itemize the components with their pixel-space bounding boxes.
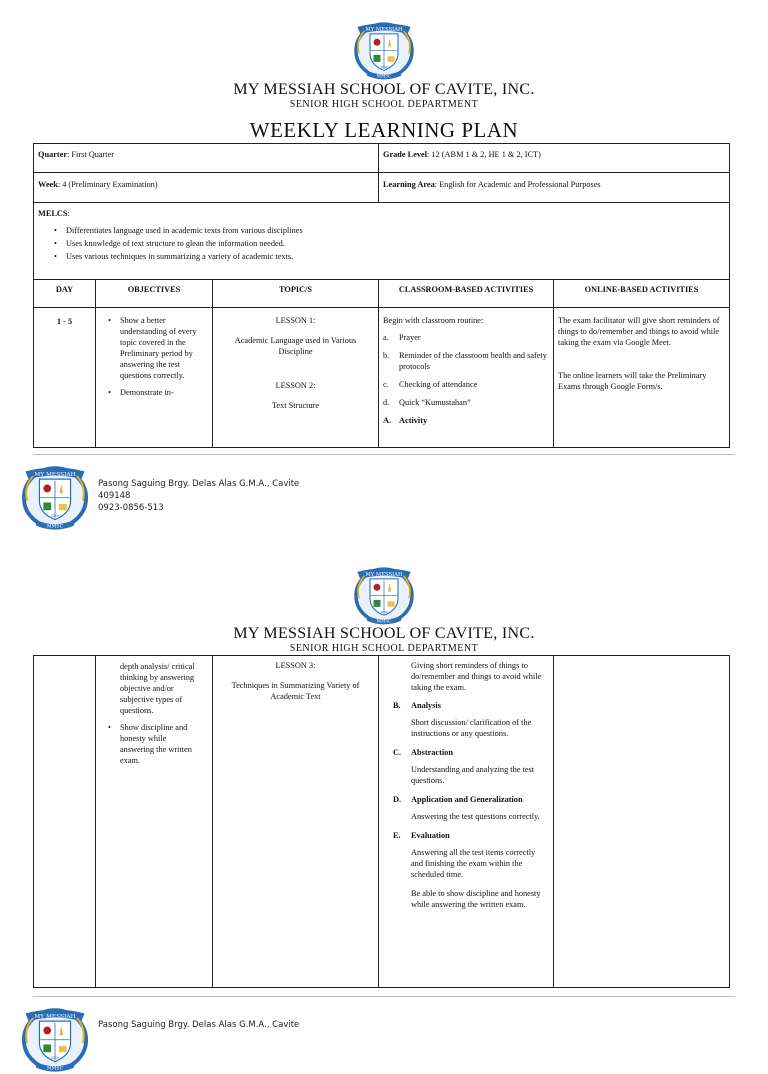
svg-text:2009: 2009 (51, 514, 59, 519)
objective-item: • Show a better understanding of every topic covered in the Preliminary period by answering the test questions correctly. (104, 315, 208, 381)
column-header-online: ONLINE-BASED ACTIVITIES (554, 280, 730, 308)
day-cell (34, 656, 96, 988)
logo-ribbon-text: MMSC (376, 73, 392, 79)
classroom-activities-cell (379, 656, 554, 988)
quarter-value: : First Quarter (67, 150, 115, 159)
grade-level-cell (379, 144, 730, 173)
logo-banner-text: MY MESSIAH (365, 572, 403, 579)
footer-phone: 0923-0856-513 (98, 503, 164, 513)
list-marker: E. (393, 831, 401, 840)
day-cell: 1 - 5 (34, 308, 96, 448)
routine-item: Quick “Kumustahan” (399, 398, 471, 407)
objective-item: • Show discipline and honesty while answering the written exam. (104, 722, 208, 766)
school-logo (349, 563, 419, 627)
logo-ribbon-text: MMSC (46, 1066, 64, 1072)
phase-label: Abstraction (411, 748, 453, 757)
column-header-objectives: OBJECTIVES (96, 280, 213, 308)
phase-text: Answering the test questions correctly. (411, 812, 540, 821)
list-marker: B. (393, 701, 401, 710)
logo-ribbon-text: MMSC (376, 618, 392, 624)
lesson-title: Academic Language used in Various Discipline (234, 336, 357, 356)
lesson-label: LESSON 1: (275, 316, 316, 325)
grade-level-value: : 12 (ABM 1 & 2, HE 1 & 2, ICT) (427, 150, 541, 159)
classroom-intro: Begin with classroom routine: (383, 316, 484, 325)
logo-banner-text: MY MESSIAH (34, 1014, 76, 1020)
quarter-cell (34, 144, 379, 173)
logo-banner-text: MY MESSIAH (34, 472, 76, 478)
grade-level-label: Grade Level (383, 150, 428, 159)
objectives-cell (96, 308, 213, 448)
logo-ribbon-text: MMSC (46, 524, 64, 530)
school-logo (349, 18, 419, 82)
week-cell (34, 173, 379, 203)
footer-logo (15, 1004, 95, 1074)
column-header-topics: TOPIC/S (213, 280, 379, 308)
phase-label: Application and Generalization (411, 795, 523, 804)
melcs-cell (34, 203, 730, 280)
routine-item: Reminder of the classroom health and safety protocols (399, 351, 547, 371)
objective-item: • Demonstrate in- (104, 387, 208, 398)
phase-label: Evaluation (411, 831, 450, 840)
page-title: WEEKLY LEARNING PLAN (249, 118, 519, 142)
lesson-title: Techniques in Summarizing Variety of Academic Text (231, 681, 360, 701)
objectives-cell (96, 656, 213, 988)
phase-text: Answering all the test items correctly and finishing the exam within the scheduled time. (411, 848, 536, 879)
melcs-label: MELCS (38, 209, 68, 218)
footer-contact (98, 478, 299, 514)
footer-logo (15, 462, 95, 532)
list-marker: A. (383, 416, 392, 425)
phase-text: Be able to show discipline and honesty while answering the written exam. (411, 889, 541, 909)
online-activity: The exam facilitator will give short reminders of things to do/remember and things to avoid while taking the exam via Google Meet. (558, 316, 720, 347)
footer-divider (33, 454, 735, 455)
melc-item: • Uses various techniques in summarizing a variety of academic texts. (50, 251, 725, 262)
phase-text: Short discussion/ clarification of the instructions or any questions. (411, 718, 532, 738)
department-name: SENIOR HIGH SCHOOL DEPARTMENT (289, 643, 479, 654)
online-activity: The online learners will take the Preliminary Exams through Google Form/s. (558, 371, 707, 391)
melc-item: • Differentiates language used in academic texts from various disciplines (50, 225, 725, 236)
list-marker: c. (383, 380, 389, 389)
objective-continued: depth analysis/ critical thinking by answering objective and/or subjective types of questions. (120, 662, 195, 715)
quarter-label: Quarter (38, 150, 68, 159)
list-marker: C. (393, 748, 402, 757)
phase-text: Giving short reminders of things to do/remember and things to avoid while taking the exam. (411, 661, 542, 692)
learning-area-cell (379, 173, 730, 203)
phase-label: Activity (399, 416, 428, 425)
learning-plan-table-continued (33, 655, 730, 988)
lesson-label: LESSON 2: (275, 381, 316, 390)
learning-area-value: : English for Academic and Professional Purposes (434, 180, 601, 189)
topics-cell (213, 308, 379, 448)
learning-area-label: Learning Area (383, 180, 435, 189)
phase-text: Understanding and analyzing the test questions. (411, 765, 535, 785)
classroom-activities-cell (379, 308, 554, 448)
department-name: SENIOR HIGH SCHOOL DEPARTMENT (289, 99, 479, 110)
svg-text:2009: 2009 (380, 610, 388, 615)
week-value: : 4 (Preliminary Examination) (57, 180, 158, 189)
school-name: MY MESSIAH SCHOOL OF CAVITE, INC. (233, 81, 535, 98)
phase-label: Analysis (411, 701, 441, 710)
lesson-label: LESSON 3: (275, 661, 316, 670)
week-label: Week (38, 180, 58, 189)
online-activities-cell (554, 308, 730, 448)
list-marker: D. (393, 795, 402, 804)
online-activities-cell (554, 656, 730, 988)
list-marker: a. (383, 333, 389, 342)
list-marker: b. (383, 351, 390, 360)
footer-contact (98, 1019, 299, 1031)
column-header-day: DAY (34, 280, 96, 308)
footer-address: Pasong Saguing Brgy. Delas Alas G.M.A., Cavite (98, 479, 300, 489)
footer-divider (33, 996, 735, 997)
logo-banner-text: MY MESSIAH (365, 27, 403, 34)
svg-text:2009: 2009 (380, 65, 388, 70)
topics-cell (213, 656, 379, 988)
school-name: MY MESSIAH SCHOOL OF CAVITE, INC. (233, 625, 535, 642)
melc-item: • Uses knowledge of text structure to glean the information needed. (50, 238, 725, 249)
routine-item: Prayer (399, 333, 421, 342)
lesson-title: Text Structure (271, 401, 320, 410)
column-header-classroom: CLASSROOM-BASED ACTIVITIES (379, 280, 554, 308)
footer-code: 409148 (98, 491, 131, 501)
footer-address: Pasong Saguing Brgy. Delas Alas G.M.A., Cavite (98, 1020, 300, 1030)
svg-text:2009: 2009 (51, 1056, 59, 1061)
list-marker: d. (383, 398, 390, 407)
learning-plan-table (33, 143, 730, 448)
melcs-colon: : (67, 209, 70, 218)
routine-item: Checking of attendance (399, 380, 478, 389)
